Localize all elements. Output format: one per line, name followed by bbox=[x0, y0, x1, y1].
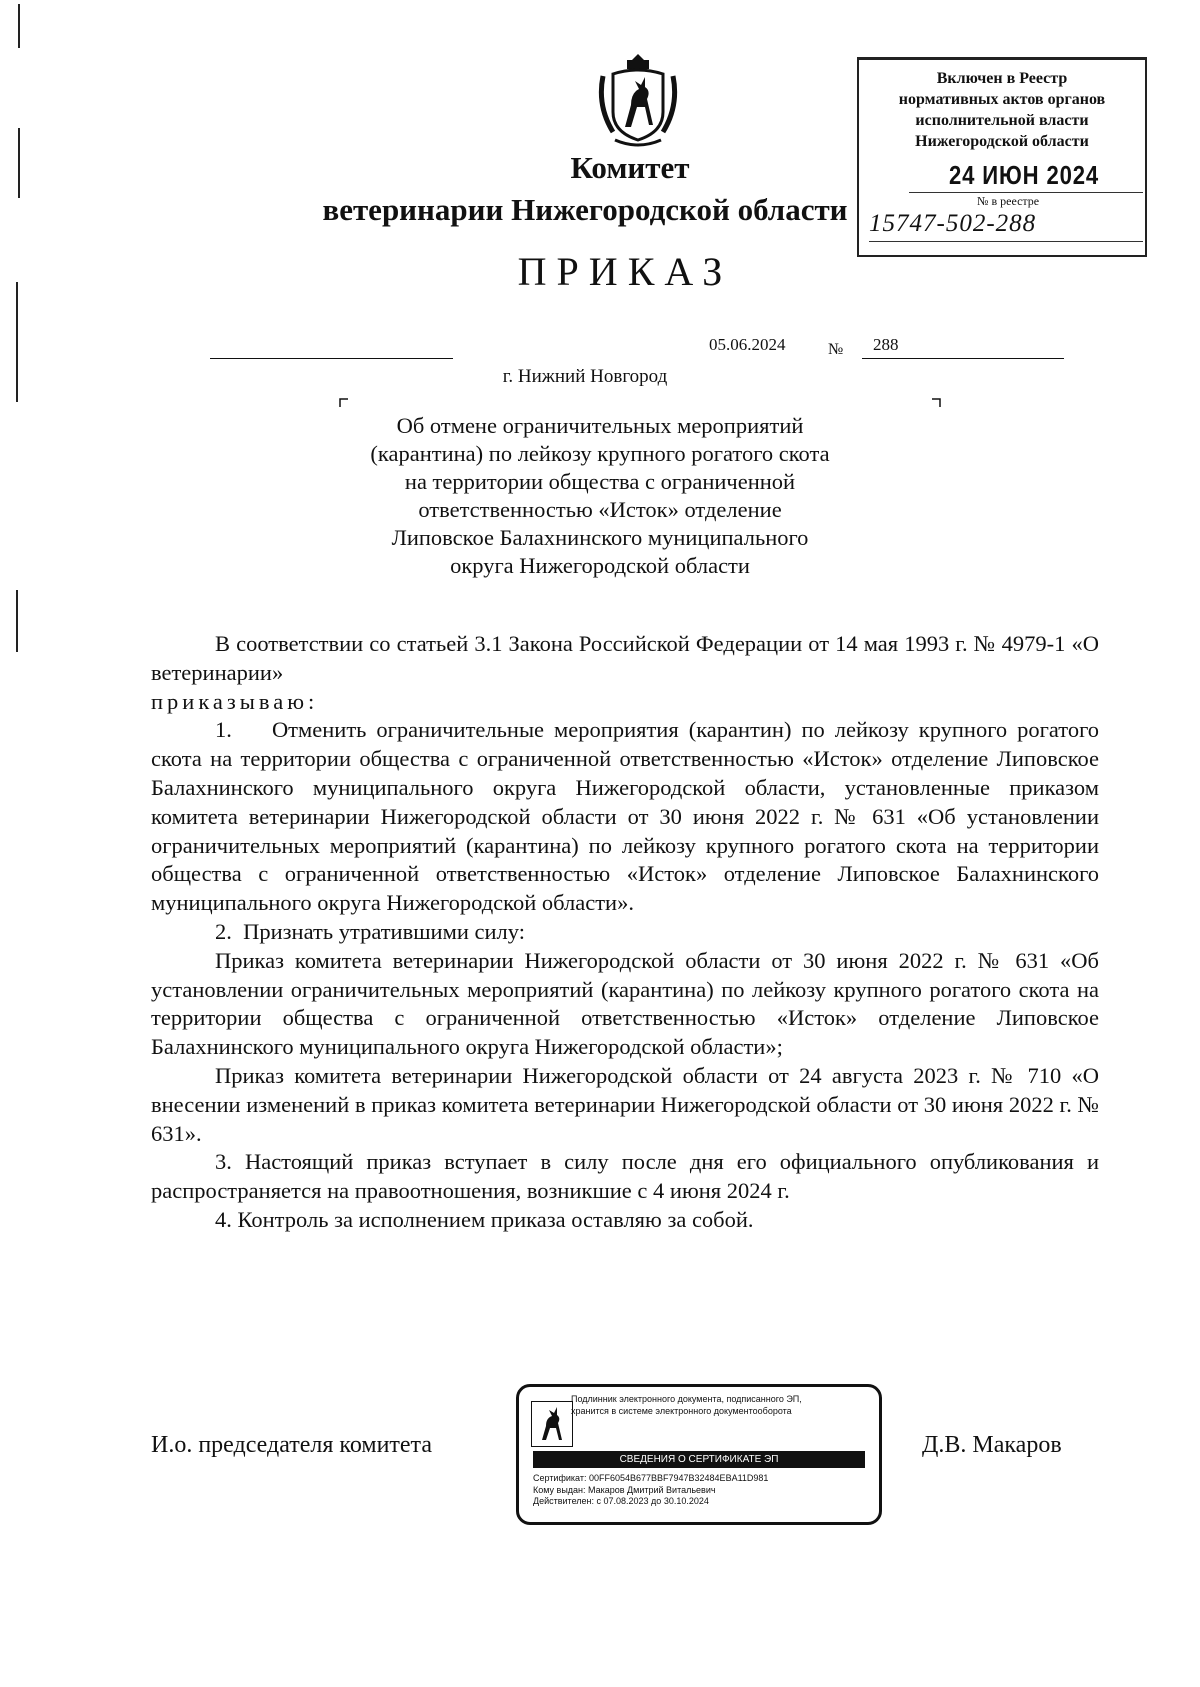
bracket-corner-left bbox=[339, 398, 349, 408]
stamp-divider bbox=[909, 192, 1143, 193]
ep-issued: Кому выдан: Макаров Дмитрий Витальевич bbox=[533, 1484, 716, 1495]
stamp-line: Нижегородской области bbox=[915, 133, 1089, 150]
coat-of-arms-icon bbox=[595, 52, 681, 148]
registry-number: 15747-502-288 bbox=[869, 210, 1037, 237]
ep-valid: Действителен: с 07.08.2023 до 30.10.2024 bbox=[533, 1496, 709, 1506]
ep-caption-line: хранится в системе электронного документооборота bbox=[571, 1406, 792, 1416]
preamble: В соответствии со статьей 3.1 Закона Российской Федерации от 14 мая 1993 г. № 4979-1 «О ветеринарии» bbox=[151, 631, 1099, 685]
document-number: 288 bbox=[873, 335, 899, 354]
stamp-line: исполнительной власти bbox=[915, 112, 1089, 129]
item-2b: Приказ комитета ветеринарии Нижегородской области от 24 августа 2023 г. № 710 «О внесении изменений в приказ комитета ветеринарии Нижегородской области от 30 июня 2022 г. № 631». bbox=[151, 1062, 1099, 1146]
subject-line: (карантина) по лейкозу крупного рогатого скота bbox=[370, 441, 830, 466]
item-2: 2. Признать утратившими силу: bbox=[215, 918, 525, 944]
subject-line: на территории общества с ограниченной bbox=[404, 469, 796, 494]
subject-line: округа Нижегородской области bbox=[450, 553, 750, 578]
scan-mark bbox=[18, 4, 20, 48]
registry-date: 24 ИЮН 2024 bbox=[949, 160, 1100, 190]
document-type-title: ПРИКАЗ bbox=[517, 249, 733, 294]
number-sign: № bbox=[828, 341, 844, 358]
ep-certificate-info bbox=[533, 1473, 768, 1508]
item-1: 1. Отменить ограничительные мероприятия (карантин) по лейкозу крупного рогатого скота на территории общества с ограниченной ответственностью «Исток» отделение Липовское Балахнинского муниципального округа Нижегородской области, установленные приказом комитета ветеринарии Нижегородской области от 30 июня 2022 г. № 631 «Об установлении ограничительных мероприятий (карантина) по лейкозу крупного рогатого скота на территории общества с ограниченной ответственностью «Исток» отделение Липовское Балахнинского муниципального округа Нижегородской области». bbox=[151, 717, 1099, 916]
document-date: 05.06.2024 bbox=[709, 335, 786, 354]
subject-line: Липовское Балахнинского муниципального bbox=[391, 525, 809, 550]
ep-caption bbox=[571, 1393, 871, 1417]
scan-mark bbox=[16, 590, 18, 652]
registry-number-label: № в реестре bbox=[977, 194, 1040, 208]
subject-line: Об отмене ограничительных мероприятий bbox=[396, 413, 804, 438]
deer-emblem-icon bbox=[531, 1401, 573, 1447]
electronic-signature-stamp bbox=[516, 1384, 882, 1525]
order-word: приказываю: bbox=[151, 688, 319, 714]
signer-position: И.о. председателя комитета bbox=[151, 1432, 432, 1458]
org-name-line1: Комитет bbox=[570, 150, 690, 185]
stamp-divider bbox=[869, 241, 1143, 242]
subject-line: ответственностью «Исток» отделение bbox=[418, 497, 782, 522]
signer-name: Д.В. Макаров bbox=[922, 1432, 1062, 1458]
registry-stamp bbox=[857, 57, 1147, 257]
document-subject bbox=[300, 412, 900, 580]
ep-cert: Сертификат: 00FF6054B677BBF7947B32484EBA11D981 bbox=[533, 1473, 769, 1483]
ep-certificate-bar: СВЕДЕНИЯ О СЕРТИФИКАТЕ ЭП bbox=[533, 1451, 865, 1468]
stamp-line: нормативных актов органов bbox=[898, 91, 1106, 108]
item-2a: Приказ комитета ветеринарии Нижегородской области от 30 июня 2022 г. № 631 «Об установлении ограничительных мероприятий (карантина) по лейкозу крупного рогатого скота на территории общества с ограниченной ответственностью «Исток» отделение Липовское Балахнинского муниципального округа Нижегородской области»; bbox=[151, 947, 1099, 1060]
number-underline bbox=[862, 358, 1064, 359]
document-body bbox=[151, 630, 1099, 1235]
ep-caption-line: Подлинник электронного документа, подписанного ЭП, bbox=[571, 1394, 802, 1404]
item-4: 4. Контроль за исполнением приказа оставляю за собой. bbox=[215, 1206, 754, 1232]
blank-line bbox=[210, 358, 453, 359]
item-3: 3. Настоящий приказ вступает в силу после дня его официального опубликования и распространяется на правоотношения, возникшие с 4 июня 2024 г. bbox=[151, 1149, 1099, 1204]
stamp-line: Включен в Реестр bbox=[936, 70, 1068, 87]
org-name-line2: ветеринарии Нижегородской области bbox=[322, 192, 848, 227]
city: г. Нижний Новгород bbox=[502, 366, 668, 387]
bracket-corner-right bbox=[931, 398, 941, 408]
